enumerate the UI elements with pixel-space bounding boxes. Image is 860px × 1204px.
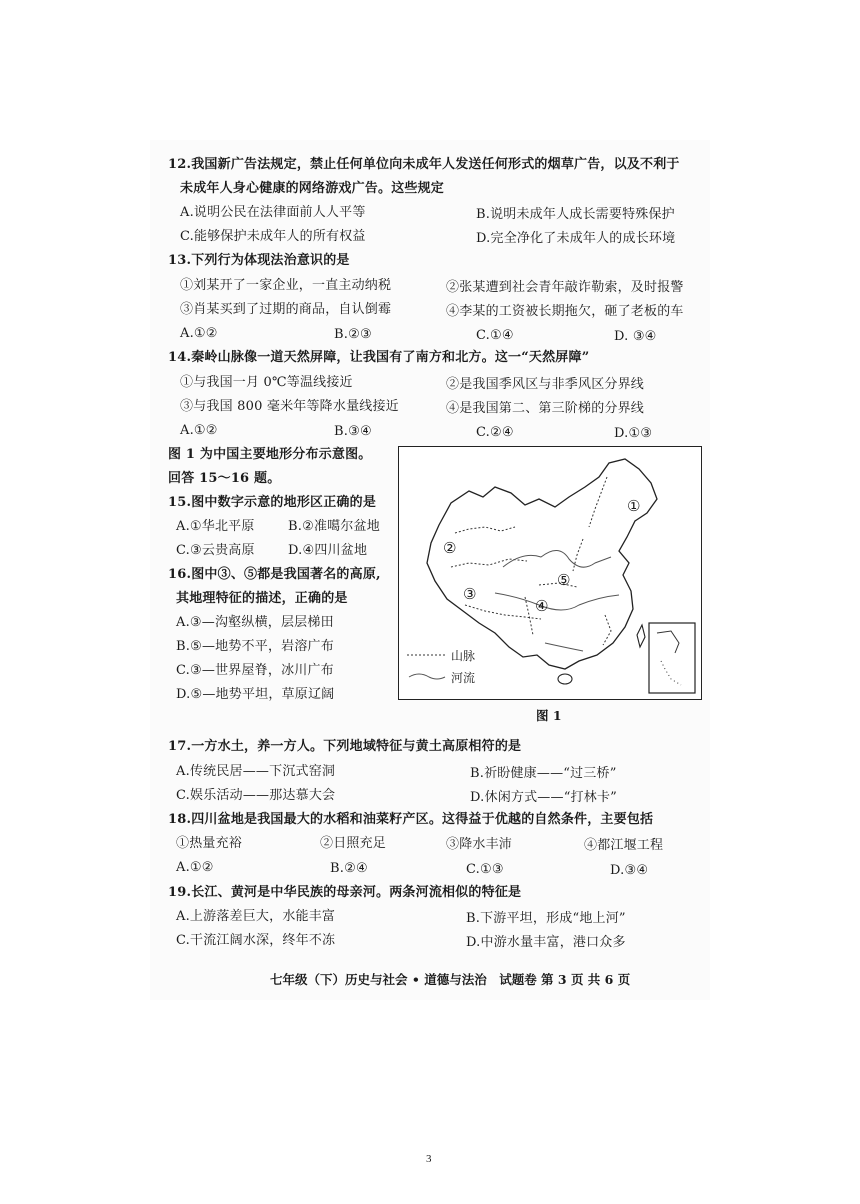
q15-stem: 15.图中数字示意的地形区正确的是	[168, 495, 377, 510]
q13-statement-2: ②张某遭到社会青年敲诈勒索，及时报警	[446, 280, 684, 295]
river-pearl	[545, 643, 583, 651]
q14-option-d: D.①③	[614, 426, 653, 441]
q17-option-c: C.娱乐活动——那达慕大会	[176, 788, 336, 803]
q14-option-a: A.①②	[180, 423, 218, 438]
q12-option-a: A.说明公民在法律面前人人平等	[180, 205, 366, 220]
q13-option-b: B.②③	[334, 327, 372, 342]
q19-option-c: C.干流江阔水深，终年不冻	[176, 933, 336, 948]
q14-stem: 14.秦岭山脉像一道天然屏障，让我国有了南方和北方。这一“天然屏障”	[168, 350, 590, 365]
china-outline	[427, 459, 657, 669]
q16-option-c: C.③—世界屋脊，冰川广布	[176, 663, 334, 678]
q19-option-b: B.下游平坦，形成“地上河”	[466, 911, 626, 926]
q13-option-a: A.①②	[180, 326, 218, 341]
q15-option-b: B.②准噶尔盆地	[288, 519, 380, 534]
q19-option-a: A.上游落差巨大，水能丰富	[176, 909, 336, 924]
q18-statement-4: ④都江堰工程	[584, 838, 664, 853]
q18-statement-1: ①热量充裕	[176, 836, 243, 851]
q18-statement-2: ②日照充足	[320, 836, 387, 851]
hainan-island	[558, 674, 572, 684]
q15-option-a: A.①华北平原	[176, 519, 255, 534]
mountain-wuyi	[603, 615, 611, 645]
mountain-tianshan	[455, 527, 515, 533]
legend-river-symbol	[409, 674, 445, 679]
map-label-1: ①	[627, 497, 641, 515]
q17-option-d: D.休闲方式——“打林卡”	[470, 790, 617, 805]
river-yangtze	[495, 593, 619, 610]
q14-statement-4: ④是我国第二、第三阶梯的分界线	[446, 401, 645, 416]
map-label-4: ④	[535, 597, 549, 615]
q13-option-d: D. ③④	[614, 329, 657, 344]
page-footer: 七年级（下）历史与社会 • 道德与法治 试题卷 第 3 页 共 6 页	[270, 972, 631, 987]
q16-option-d: D.⑤—地势平坦，草原辽阔	[176, 687, 335, 702]
q18-option-d: D.③④	[610, 863, 649, 878]
legend-mountain-label: 山脉	[451, 649, 476, 663]
map-label-3: ③	[463, 585, 477, 603]
q16-option-a: A.③—沟壑纵横，层层梯田	[176, 615, 334, 630]
q18-option-a: A.①②	[176, 860, 214, 875]
q12-stem-line1: 12.我国新广告法规定，禁止任何单位向未成年人发送任何形式的烟草广告，以及不利于	[168, 157, 680, 172]
q19-stem: 19.长江、黄河是中华民族的母亲河。两条河流相似的特征是	[168, 885, 522, 900]
q18-option-c: C.①③	[466, 862, 504, 877]
q18-statement-3: ③降水丰沛	[446, 837, 513, 852]
mountain-kunlun	[451, 559, 527, 567]
legend-river-label: 河流	[451, 671, 476, 685]
q12-option-c: C.能够保护未成年人的所有权益	[180, 229, 366, 244]
south-china-sea-inset	[649, 623, 695, 693]
china-terrain-map	[398, 446, 702, 700]
river-yellow	[503, 550, 611, 567]
figure-intro-line1: 图 1 为中国主要地形分布示意图。	[168, 447, 372, 462]
q14-statement-1: ①与我国一月 0℃等温线接近	[180, 375, 353, 390]
figure-intro-line2: 回答 15～16 题。	[168, 471, 281, 486]
q16-option-b: B.⑤—地势不平，岩溶广布	[176, 639, 334, 654]
q17-option-a: A.传统民居——下沉式窑洞	[176, 764, 336, 779]
map-drawing	[399, 447, 701, 699]
q18-stem: 18.四川盆地是我国最大的水稻和油菜籽产区。这得益于优越的自然条件，主要包括	[168, 812, 654, 827]
q14-option-c: C.②④	[476, 425, 514, 440]
q19-option-d: D.中游水量丰富，港口众多	[466, 935, 626, 950]
q17-option-b: B.祈盼健康——“过三桥”	[470, 766, 617, 781]
q13-stem: 13.下列行为体现法治意识的是	[168, 253, 350, 268]
q15-option-d: D.④四川盆地	[288, 543, 368, 558]
figure-caption: 图 1	[536, 708, 562, 723]
q12-option-b: B.说明未成年人成长需要特殊保护	[476, 207, 675, 222]
map-label-2: ②	[443, 539, 457, 557]
page-number: 3	[426, 1153, 432, 1165]
q13-option-c: C.①④	[476, 328, 514, 343]
q12-stem-line2: 未成年人身心健康的网络游戏广告。这些规定	[180, 181, 445, 196]
mountain-daxinganling	[589, 477, 607, 527]
q12-option-d: D.完全净化了未成年人的成长环境	[476, 231, 676, 246]
q13-statement-3: ③肖某买到了过期的商品，自认倒霉	[180, 302, 392, 317]
q14-option-b: B.③④	[334, 424, 372, 439]
map-label-5: ⑤	[557, 571, 571, 589]
q17-stem: 17.一方水土，养一方人。下列地域特征与黄土高原相符的是	[168, 739, 522, 754]
q16-stem-line2: 其地理特征的描述，正确的是	[176, 591, 348, 606]
q13-statement-4: ④李某的工资被长期拖欠，砸了老板的车	[446, 304, 684, 319]
q14-statement-3: ③与我国 800 毫米年等降水量线接近	[180, 399, 399, 414]
q13-statement-1: ①刘某开了一家企业，一直主动纳税	[180, 278, 392, 293]
q18-option-b: B.②④	[330, 861, 368, 876]
taiwan-island	[637, 625, 645, 647]
q15-option-c: C.③云贵高原	[176, 543, 255, 558]
q14-statement-2: ②是我国季风区与非季风区分界线	[446, 377, 645, 392]
q16-stem-line1: 16.图中③、⑤都是我国著名的高原,	[168, 567, 381, 582]
